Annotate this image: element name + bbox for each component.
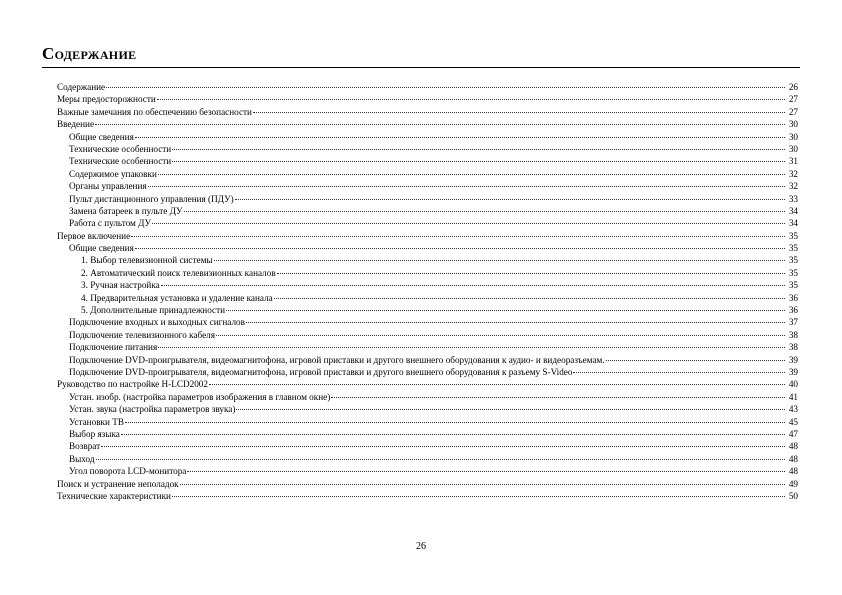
dot-leader <box>235 199 785 200</box>
toc-entry-page: 47 <box>788 428 798 439</box>
toc-entry[interactable] <box>57 81 798 93</box>
dot-leader <box>214 260 785 261</box>
toc-entry[interactable] <box>57 403 798 415</box>
dot-leader <box>131 236 785 237</box>
toc-entry-label: Технические особенности <box>69 156 172 167</box>
toc-entry-label: 3. Ручная настройка <box>81 280 160 291</box>
toc-entry-label: Технические характеристики <box>57 490 171 501</box>
page-title: Содержание <box>42 44 137 63</box>
toc-entry[interactable] <box>57 465 798 477</box>
dot-leader <box>606 360 785 361</box>
toc-entry[interactable] <box>57 93 798 105</box>
toc-entry-page: 50 <box>788 490 798 501</box>
toc-entry-page: 35 <box>788 280 798 291</box>
toc-entry-label: Поиск и устранение неполадок <box>57 478 179 489</box>
dot-leader <box>96 459 785 460</box>
toc-entry-page: 41 <box>788 391 798 402</box>
toc-entry-label: 4. Предварительная установка и удаление канала <box>81 292 273 303</box>
toc-entry-label: Важные замечания по обеспечению безопасности <box>57 106 252 117</box>
toc-entry-page: 35 <box>788 230 798 241</box>
dot-leader <box>101 446 785 447</box>
dot-leader <box>157 99 785 100</box>
toc-entry[interactable] <box>57 440 798 452</box>
toc-entry[interactable] <box>57 428 798 440</box>
toc-entry[interactable] <box>57 453 798 465</box>
toc-entry-page: 35 <box>788 267 798 278</box>
toc-entry-page: 37 <box>788 317 798 328</box>
dot-leader <box>216 335 785 336</box>
toc-entry-label: Выход <box>69 453 95 464</box>
toc-entry[interactable] <box>57 254 798 266</box>
toc-entry[interactable] <box>57 391 798 403</box>
toc-entry-page: 30 <box>788 119 798 130</box>
toc-entry-page: 48 <box>788 466 798 477</box>
toc-entry-label: Содержание <box>57 82 106 92</box>
toc-entry[interactable] <box>57 180 798 192</box>
toc-entry-label: 1. Выбор телевизионной системы <box>81 255 213 266</box>
toc-entry-page: 38 <box>788 342 798 353</box>
toc-entry-label: Подключение DVD-проигрывателя, видеомагнитофона, игровой приставки и другого внешнего оборудования к разъему S-Video <box>69 366 573 377</box>
toc-entry[interactable] <box>57 143 798 155</box>
dot-leader <box>161 285 785 286</box>
dot-leader <box>253 112 785 113</box>
dot-leader <box>246 322 785 323</box>
dot-leader <box>172 161 785 162</box>
dot-leader <box>106 87 785 88</box>
toc-entry[interactable] <box>57 354 798 366</box>
toc-entry-label: Угол поворота LCD-монитора <box>69 466 187 477</box>
toc-entry-label: Подключение питания <box>69 342 158 353</box>
toc-entry-page: 30 <box>788 131 798 142</box>
toc-entry-page: 30 <box>788 143 798 154</box>
toc-entry-page: 43 <box>788 404 798 415</box>
toc-entry-page: 36 <box>788 305 798 316</box>
dot-leader <box>125 422 785 423</box>
toc-entry-page: 48 <box>788 453 798 464</box>
toc-entry[interactable] <box>57 193 798 205</box>
toc-entry-label: Устан. изобр. (настройка параметров изображения в главном окне) <box>69 391 331 402</box>
dot-leader <box>180 484 785 485</box>
toc-entry-page: 27 <box>788 94 798 105</box>
toc-entry-label: Подключение телевизионного кабеля <box>69 329 215 340</box>
toc-entry[interactable] <box>57 230 798 242</box>
toc-entry[interactable] <box>57 205 798 217</box>
toc-entry-page: 39 <box>788 354 798 365</box>
toc-entry[interactable] <box>57 478 798 490</box>
toc-entry-page: 36 <box>788 292 798 303</box>
toc-entry-label: Первое включение <box>57 230 131 241</box>
toc-entry[interactable] <box>57 341 798 353</box>
toc-entry[interactable] <box>57 118 798 130</box>
dot-leader <box>274 298 785 299</box>
toc-entry[interactable] <box>57 292 798 304</box>
toc-entry-page: 35 <box>788 255 798 266</box>
dot-leader <box>135 137 785 138</box>
dot-leader <box>158 174 785 175</box>
toc-entry-page: 48 <box>788 441 798 452</box>
toc-entry[interactable] <box>57 217 798 229</box>
toc-entry[interactable] <box>57 106 798 118</box>
title-divider <box>42 67 800 68</box>
toc-entry[interactable] <box>57 329 798 341</box>
toc-entry-page: 40 <box>788 379 798 390</box>
toc-entry-label: Содержимое упаковки <box>69 168 157 179</box>
toc-entry-label: Общие сведения <box>69 131 134 142</box>
toc-entry-label: Работа с пультом ДУ <box>69 218 152 229</box>
dot-leader <box>573 372 785 373</box>
dot-leader <box>236 409 785 410</box>
dot-leader <box>172 496 785 497</box>
dot-leader <box>95 124 785 125</box>
toc-entry-page: 26 <box>788 82 798 92</box>
toc-entry-label: Подключение DVD-проигрывателя, видеомагнитофона, игровой приставки и другого внешнего оборудования к аудио- и видеоразъемам. <box>69 354 605 365</box>
toc-entry[interactable] <box>57 416 798 428</box>
toc-entry-label: Установки ТВ <box>69 416 124 427</box>
toc-entry-page: 45 <box>788 416 798 427</box>
dot-leader <box>135 248 785 249</box>
toc-entry[interactable] <box>57 304 798 316</box>
toc-entry[interactable] <box>57 490 798 502</box>
dot-leader <box>152 223 785 224</box>
toc-entry-label: Возврат <box>69 441 101 452</box>
toc-entry-page: 31 <box>788 156 798 167</box>
toc-entry[interactable] <box>57 378 798 390</box>
toc-entry-label: Общие сведения <box>69 243 134 254</box>
toc-entry-page: 33 <box>788 193 798 204</box>
toc-entry-page: 49 <box>788 478 798 489</box>
dot-leader <box>148 186 785 187</box>
toc-entry-page: 32 <box>788 181 798 192</box>
toc-entry-page: 35 <box>788 243 798 254</box>
toc-entry-label: Меры предосторожности <box>57 94 156 105</box>
toc-entry[interactable] <box>57 155 798 167</box>
toc-entry[interactable] <box>57 267 798 279</box>
toc-entry-label: Введение <box>57 119 95 130</box>
toc-entry[interactable] <box>57 131 798 143</box>
toc-entry-label: Пульт дистанционного управления (ПДУ) <box>69 193 234 204</box>
dot-leader <box>184 211 785 212</box>
toc-entry-label: Устан. звука (настройка параметров звука) <box>69 404 236 415</box>
dot-leader <box>331 397 785 398</box>
toc-entry-page: 27 <box>788 106 798 117</box>
toc-entry-label: Замена батареек в пульте ДУ <box>69 205 183 216</box>
toc-entry[interactable] <box>57 242 798 254</box>
toc-entry-page: 38 <box>788 329 798 340</box>
toc-entry-label: 2. Автоматический поиск телевизионных каналов <box>81 267 276 278</box>
page-number: 26 <box>416 541 426 552</box>
toc-entry-label: Руководство по настройке H-LCD2002 <box>57 379 208 390</box>
dot-leader <box>226 310 785 311</box>
dot-leader <box>277 273 785 274</box>
dot-leader <box>172 149 785 150</box>
toc-entry-label: Подключение входных и выходных сигналов <box>69 317 245 328</box>
toc-entry-page: 34 <box>788 218 798 229</box>
dot-leader <box>187 471 785 472</box>
dot-leader <box>209 384 785 385</box>
toc-entry-label: Органы управления <box>69 181 147 192</box>
dot-leader <box>121 434 785 435</box>
toc-entry-page: 32 <box>788 168 798 179</box>
toc-entry-label: 5. Дополнительные принадлежности <box>81 305 226 316</box>
toc-entry-label: Выбор языка <box>69 428 120 439</box>
table-of-contents <box>57 81 798 502</box>
toc-entry[interactable] <box>57 316 798 328</box>
toc-entry[interactable] <box>57 366 798 378</box>
toc-entry-page: 39 <box>788 366 798 377</box>
toc-entry-page: 34 <box>788 205 798 216</box>
toc-entry-label: Технические особенности <box>69 143 172 154</box>
dot-leader <box>158 347 785 348</box>
toc-entry[interactable] <box>57 279 798 291</box>
toc-entry[interactable] <box>57 168 798 180</box>
